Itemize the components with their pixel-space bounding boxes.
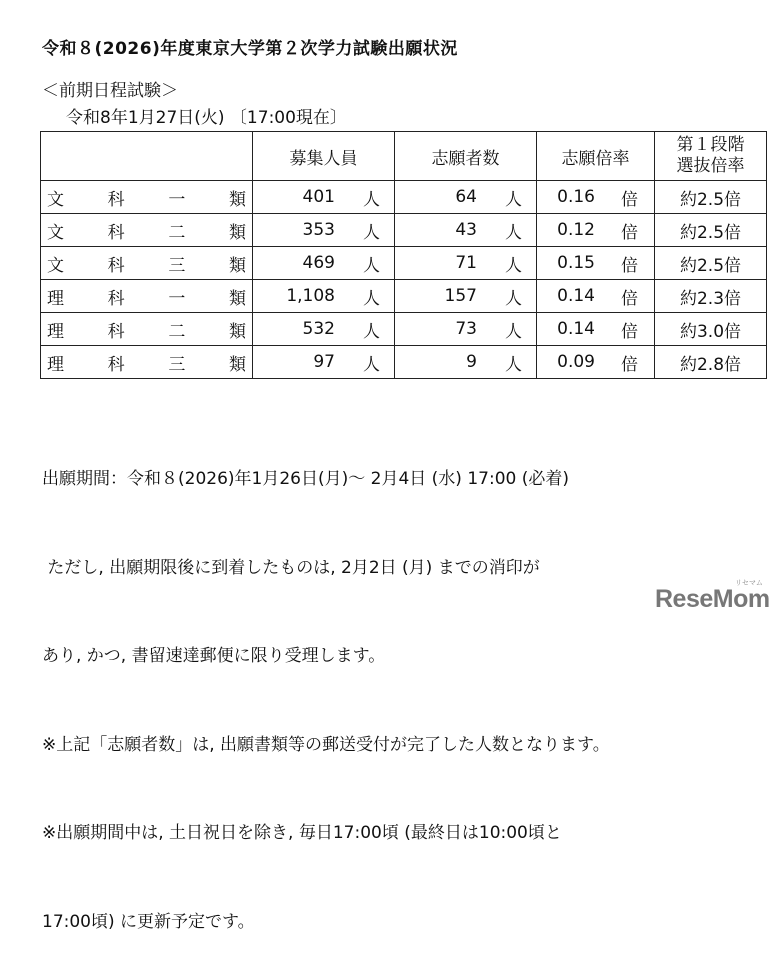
category-char: 理	[47, 288, 64, 309]
category-char: 一	[168, 189, 186, 210]
ratio-value: 0.15	[557, 253, 595, 273]
ratio-unit: 倍	[621, 255, 638, 276]
capacity-value: 353	[302, 220, 335, 240]
capacity-cell	[253, 313, 395, 346]
category-cell	[41, 247, 253, 280]
applicants-value: 71	[455, 253, 477, 273]
ratio-value: 0.09	[557, 352, 595, 372]
selection-ratio-cell: 約2.3倍	[655, 280, 767, 313]
note-line: ※出願期間中は, 土日祝日を除き, 毎日17:00頃 (最終日は10:00頃と	[42, 823, 562, 843]
header-capacity: 募集人員	[253, 132, 395, 181]
ratio-unit: 倍	[621, 222, 638, 243]
category-char: 類	[228, 222, 246, 243]
table-header-row	[41, 132, 767, 181]
category-cell	[41, 280, 253, 313]
header-selection	[655, 132, 767, 181]
ratio-unit: 倍	[621, 288, 638, 309]
category-char: 文	[47, 189, 64, 210]
category-char: 類	[228, 321, 246, 342]
page-title: 令和８(2026)年度東京大学第２次学力試験出願状況	[42, 39, 458, 59]
resemom-logo: ReseMom	[655, 585, 770, 613]
category-char: 科	[107, 222, 125, 243]
category-char: 三	[168, 354, 186, 375]
applicants-value: 73	[455, 319, 477, 339]
category-char: 科	[107, 255, 125, 276]
capacity-cell	[253, 214, 395, 247]
applicants-unit: 人	[505, 288, 522, 309]
category-char: 類	[228, 189, 246, 210]
watermark-small-text: リセマム	[735, 579, 763, 587]
capacity-value: 469	[302, 253, 335, 273]
selection-ratio-cell: 約2.5倍	[655, 214, 767, 247]
capacity-cell	[253, 247, 395, 280]
note-line: ※上記「志願者数」は, 出願書類等の郵送受付が完了した人数となります。	[42, 734, 610, 755]
notes-block	[42, 406, 610, 967]
table-row	[41, 181, 767, 214]
category-char: 三	[168, 255, 186, 276]
capacity-unit: 人	[363, 222, 380, 243]
selection-ratio-cell: 約3.0倍	[655, 313, 767, 346]
header-applicants: 志願者数	[395, 132, 537, 181]
note-line: 出願期間：令和８(2026)年1月26日(月)～ 2月4日 (水) 17:00 (必着)	[42, 469, 570, 489]
ratio-unit: 倍	[621, 189, 638, 210]
category-char: 科	[107, 288, 125, 309]
category-char: 科	[107, 354, 125, 375]
applicants-cell	[395, 346, 537, 379]
capacity-value: 1,108	[286, 286, 335, 306]
category-char: 類	[228, 255, 246, 276]
category-char: 理	[47, 321, 64, 342]
category-cell	[41, 313, 253, 346]
category-char: 二	[168, 222, 186, 243]
note-line: あり, かつ, 書留速達郵便に限り受理します。	[42, 646, 386, 666]
applicants-cell	[395, 313, 537, 346]
ratio-cell	[537, 280, 655, 313]
table-row	[41, 313, 767, 346]
table-row	[41, 214, 767, 247]
applicants-cell	[395, 181, 537, 214]
section-heading: ＜前期日程試験＞	[42, 81, 178, 101]
table-row	[41, 247, 767, 280]
applicants-unit: 人	[505, 321, 522, 342]
table-row	[41, 346, 767, 379]
category-char: 一	[168, 288, 186, 309]
applicants-cell	[395, 247, 537, 280]
applicants-unit: 人	[505, 255, 522, 276]
ratio-value: 0.16	[557, 187, 595, 207]
ratio-unit: 倍	[621, 354, 638, 375]
category-char: 二	[168, 321, 186, 342]
category-char: 文	[47, 222, 64, 243]
applicants-unit: 人	[505, 354, 522, 375]
applicants-unit: 人	[505, 189, 522, 210]
applicants-unit: 人	[505, 222, 522, 243]
capacity-value: 97	[313, 352, 335, 372]
capacity-unit: 人	[363, 189, 380, 210]
ratio-cell	[537, 181, 655, 214]
applicants-cell	[395, 214, 537, 247]
capacity-value: 532	[302, 319, 335, 339]
header-selection-line1: 第１段階	[676, 135, 745, 155]
selection-ratio-cell: 約2.5倍	[655, 247, 767, 280]
category-char: 類	[228, 354, 246, 375]
application-status-table	[40, 131, 767, 379]
as-of-date: 令和8年1月27日(火) 〔17:00現在〕	[66, 108, 347, 128]
header-ratio: 志願倍率	[537, 132, 655, 181]
note-line: ただし, 出願期限後に到着したものは, 2月2日 (月) までの消印が	[42, 557, 540, 578]
category-cell	[41, 181, 253, 214]
applicants-value: 43	[455, 220, 477, 240]
applicants-value: 157	[444, 286, 477, 306]
capacity-value: 401	[302, 187, 335, 207]
note-line: 17:00頃) に更新予定です。	[42, 911, 255, 932]
ratio-cell	[537, 247, 655, 280]
category-cell	[41, 214, 253, 247]
capacity-unit: 人	[363, 255, 380, 276]
table-row	[41, 280, 767, 313]
ratio-unit: 倍	[621, 321, 638, 342]
capacity-cell	[253, 346, 395, 379]
ratio-value: 0.14	[557, 319, 595, 339]
capacity-unit: 人	[363, 354, 380, 375]
header-selection-line2: 選抜倍率	[676, 156, 745, 176]
capacity-cell	[253, 181, 395, 214]
header-blank-cell	[41, 132, 253, 181]
category-cell	[41, 346, 253, 379]
category-char: 科	[107, 321, 125, 342]
applicants-value: 64	[455, 187, 477, 207]
capacity-unit: 人	[363, 321, 380, 342]
selection-ratio-cell: 約2.8倍	[655, 346, 767, 379]
selection-ratio-cell: 約2.5倍	[655, 181, 767, 214]
category-char: 類	[228, 288, 246, 309]
ratio-cell	[537, 214, 655, 247]
ratio-value: 0.14	[557, 286, 595, 306]
applicants-value: 9	[466, 352, 477, 372]
category-char: 理	[47, 354, 64, 375]
ratio-cell	[537, 346, 655, 379]
category-char: 科	[107, 189, 125, 210]
ratio-value: 0.12	[557, 220, 595, 240]
category-char: 文	[47, 255, 64, 276]
capacity-unit: 人	[363, 288, 380, 309]
applicants-cell	[395, 280, 537, 313]
capacity-cell	[253, 280, 395, 313]
ratio-cell	[537, 313, 655, 346]
